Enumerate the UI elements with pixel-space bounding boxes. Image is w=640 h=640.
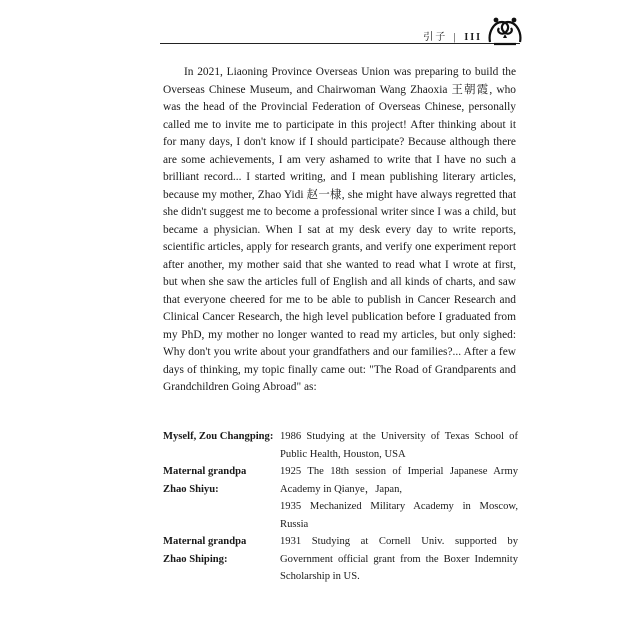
entry-row bbox=[163, 533, 518, 586]
body-text bbox=[163, 64, 516, 397]
entry-row bbox=[163, 428, 518, 463]
page-number: III bbox=[464, 32, 482, 43]
dragon-ornament-icon bbox=[486, 14, 524, 48]
header-rule bbox=[160, 43, 520, 44]
running-header bbox=[423, 28, 482, 43]
header-separator: | bbox=[453, 32, 458, 43]
entry-detail: 1986 Studying at the University of Texas School of Public Health, Houston, USA bbox=[280, 431, 518, 460]
entry-label-line: Myself, Zou Changping: bbox=[163, 431, 274, 442]
entry-detail: 1931 Studying at Cornell Univ. supported by Government official grant from the Boxer Indemnity Scholarship in US. bbox=[280, 536, 518, 582]
intro-paragraph: In 2021, Liaoning Province Overseas Union was preparing to build the Overseas Chinese Museum, and Chairwoman Wang Zhaoxia 王朝霞, who was the head of the Provincial Federation of Overseas Chinese, personally called me to invite me to participate in this project! After thinking about it for many days, I don't know if I should participate? Because although there are some achievements, I am very ashamed to write that I have no such a brilliant record... I started writing, and I mean publishing literary articles, because my mother, Zhao Yidi 赵一棣, she might have always regretted that she didn't suggest me to become a professional writer since I was a child, but became a physician. When I sat at my desk every day to write reports, scientific articles, apply for research grants, and verify one experiment report after another, my mother said that she wanted to read what I wrote at first, but when she saw the articles full of English and all kinds of charts, and saw that everyone cheered for me to be able to publish in Cancer Research and Clinical Cancer Research, the high level publication before I graduated from my PhD, my mother no longer wanted to read my articles, but only sighed: Why don't you write about your grandfathers and our families?... After a few days of thinking, my topic finally came out: "The Road of Grandparents and Grandchildren Going Abroad" as: bbox=[163, 66, 516, 393]
entry-label-line: Zhao Shiyu: bbox=[163, 483, 219, 495]
entry-details bbox=[280, 428, 518, 463]
entry-row bbox=[163, 463, 518, 533]
header-section-title: 引子 bbox=[423, 32, 448, 43]
entry-label bbox=[163, 533, 280, 568]
entry-detail: 1935 Mechanized Military Academy in Moscow, Russia bbox=[280, 501, 518, 530]
entry-label-line: Zhao Shiping: bbox=[163, 553, 228, 565]
entry-details bbox=[280, 463, 518, 533]
entry-details bbox=[280, 533, 518, 586]
entry-detail: 1925 The 18th session of Imperial Japanese Army Academy in Qianye，Japan, bbox=[280, 466, 518, 495]
entry-label-line: Maternal grandpa bbox=[163, 536, 247, 547]
entry-label bbox=[163, 428, 280, 446]
entry-label-line: Maternal grandpa bbox=[163, 466, 247, 477]
entries-list bbox=[163, 428, 518, 586]
entry-label bbox=[163, 463, 280, 498]
